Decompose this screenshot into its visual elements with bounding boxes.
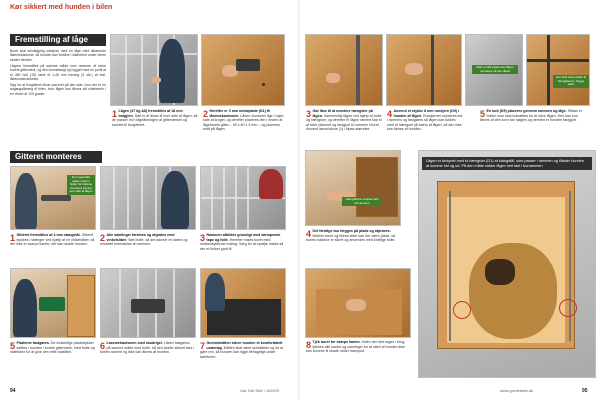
photo-step-2	[201, 34, 285, 106]
photo-grid-7	[200, 268, 286, 338]
footer-url: www.gordetselv.dk	[500, 388, 534, 393]
big-photo-caption: Lågen er forsynet med to hængsler (D1) af stangstål, som passer i rammen og tillader hunden at komme ind og ud. På den måde sidder lågen helt fast i burrammen.	[422, 157, 592, 170]
page-header: Kør sikkert med hunden i bilen	[10, 4, 113, 11]
caption-step-3: 3 Gør låse til at montere hængsler på lågen. Sammenføj lågen ved hjælp af bolte og hængsler, og derefter er lågen ramme klar til at blive placeret og fastgjort til rammen i buret. Anvend løsne/skrue (1) i tilpas størrelse.	[306, 108, 382, 131]
caption-grid-6: 6 Lasemekanismen med skudrigel. Låsen fastgøres på samme måde med bolte, så den sidder sikkert fast i burets ramme og ikke kan åbnes af hunden.	[100, 340, 194, 354]
caption-grid-5: 5 Pladerne fastgøres. De forskellige pladestykker sættes i bunden i burets gitterværk, med bolte og møtrikker for at give den rette stabilitet.	[10, 340, 95, 354]
photo-step-5b	[526, 34, 590, 106]
photo-step-5a	[465, 34, 523, 106]
photo-grid-3	[200, 166, 286, 230]
section-heading-grid: Gitteret monteres	[10, 151, 102, 163]
right-page	[300, 0, 600, 400]
callout-label: Hængslerne svejses fast på rammen	[342, 197, 382, 206]
photo-grid-2	[100, 166, 196, 230]
intro-paragraph: Lågens fremstilles på samme måde som rammen af selve burets gitterværk, og den lovmæssigt og bygget med en profil af et 480 hult (15) samt et 1,45 mm lukning (3 stk.) af hull-låsekonstruktionen.	[10, 63, 106, 81]
footer-right	[582, 388, 588, 394]
photo-grid-6	[100, 268, 196, 338]
callout-label: Der skal være huller til hængslerne i begge sider	[553, 75, 589, 88]
page-number: 95	[582, 388, 588, 394]
intro-paragraph: Søg for at burgitteret bliver placeret på den side, hvor der er en adgangsåbning til bilen, hvor lågen kan åbnes stil sidebanen i en vinkel af 120 grader.	[10, 82, 106, 96]
footer-magazine: Gør Det Selv • 8/2009	[240, 388, 279, 393]
intro-paragraph: Buret skal selvfølgelig udstyres med en låge med tilhørende låsemekanisme, så hunden kan forblive i sikkerhed under deres stroller færden.	[10, 49, 106, 62]
page-number: 94	[10, 388, 16, 394]
section-heading-door: Fremstilling af låge	[10, 34, 106, 46]
photo-dog-crate	[418, 150, 596, 378]
caption-grid-7: 7 Gummimåtten sikrer hunden et komfortabelt underlag. Måtten skal være skridsikker og let at gøre ren, så hunden kan ligge behageligt under køreturen.	[200, 340, 284, 359]
callout-label: Den specielle plade med to huller for boltene monteres på den ene side af lågen	[67, 175, 95, 195]
caption-step-4: 4 Anvend et stykke 8 mm rundjern (D9) i hunden af lågen. Rundjernet monteres ind i rammen og fastgøres så lågen kan lukkes med et hængsel på tværs af lågen, så den ikke kan åbnes af hunden.	[387, 108, 463, 131]
photo-grid-8	[305, 268, 411, 338]
caption-grid-8: 8 Tjek buret for skarpe kanter. Inden det hele tages i brug, tjekkes alle kanter og samlinger for at sikre at hunden ikke kan komme til skade under transport.	[306, 339, 406, 353]
caption-grid-4: 4 Det færdige bur lægges på plads og afprøves. Mellem buret og bilens sider kan der være plads, så burets balance er sikret og anvendes med kraftige bolte.	[306, 228, 396, 242]
caption-step-1: 1 Lågen (47 kg A8) fremstilles af 18 mm bolgjern. Sæt to af disse til hver side af lågen, så de passer ind i lågeåbningen af gitterværket og samles til burgitteret.	[112, 108, 198, 127]
intro-text	[10, 49, 106, 98]
photo-grid-5	[10, 268, 96, 338]
photo-step-4	[386, 34, 462, 106]
photo-grid-1	[10, 166, 96, 230]
caption-step-2: 2 Herefter er 3 mm metalplade (D1) til låsemekanismen. Låsen monteres lige i højre side af kroget, og derefter placeres den i enden af lågeburets gitter – 90 x 40 x 3 mm – og placeres midt på lågen.	[203, 108, 284, 131]
footer-left	[10, 388, 16, 394]
caption-grid-2: 2 Alle samlinger fæstnes og afgrates med vinkelsliber. Sæt bolte, så det danner en stærk og ensartet forbindelse af rammen.	[100, 232, 188, 246]
caption-grid-3: 3 Rammen afbildes grundigt med dæmpende tape og folie. Herefter males buret med rustbeskyttende maling. Sørg for at sprøjte males så der er lukket godt til.	[200, 232, 284, 251]
caption-step-5: 5 En bolt (D9) placeres gennem rammen og låge. Sådan er bolten som skal indsættes for at sikre lågen. Den kan kun åbnes af den som har nøglen og dermed er hunden fastgjort.	[480, 108, 583, 122]
callout-label: Med en lille plade kan lågen monteres så den låses	[472, 65, 518, 74]
photo-step-1	[110, 34, 198, 106]
photo-grid-4	[305, 150, 401, 226]
caption-grid-1: 1 Gitteret fremstilles af 4 mm stangstål. Gitteret stykkes i stænger ved hjælp af en vinkelsliber, så der ikke er skarpe kanter, der kan skade hunden.	[10, 232, 95, 246]
photo-step-3	[305, 34, 383, 106]
